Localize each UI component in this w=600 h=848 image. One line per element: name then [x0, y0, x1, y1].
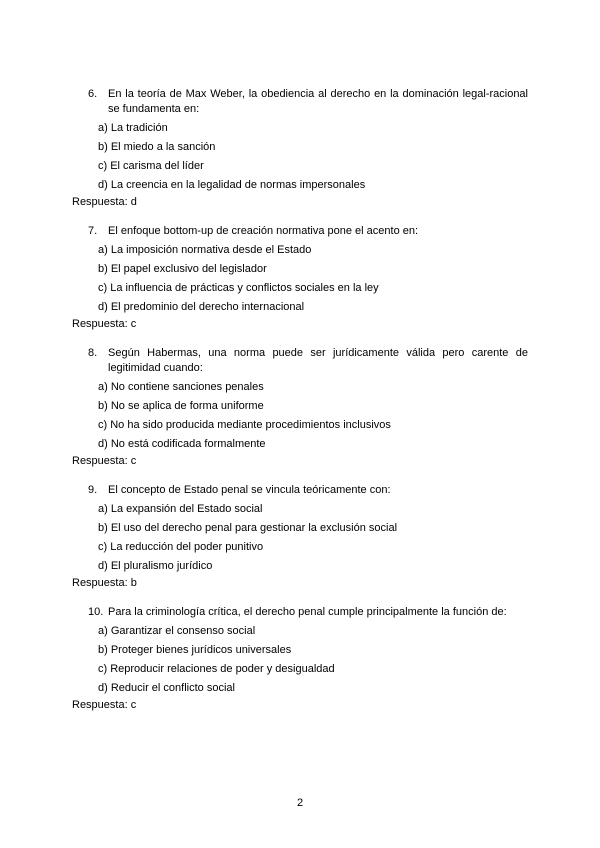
answer-label: Respuesta: c [72, 455, 137, 467]
question-text: En la teoría de Max Weber, la obediencia al derecho en la dominación legal-racional se fundamenta en: [108, 88, 528, 115]
option-d: d) El predominio del derecho internacional [98, 301, 305, 313]
question-7 [72, 224, 532, 332]
answer-label: Respuesta: d [72, 196, 137, 208]
question-stem [88, 346, 528, 376]
question-stem [88, 87, 528, 117]
question-number: 9. [88, 484, 98, 496]
question-stem [88, 605, 528, 620]
question-number: 10. [88, 606, 104, 618]
option-c: c) El carisma del líder [98, 160, 204, 172]
option-c: c) La reducción del poder punitivo [98, 541, 264, 553]
question-number: 6. [88, 88, 98, 100]
question-number: 8. [88, 347, 98, 359]
question-text: El enfoque bottom-up de creación normativa pone el acento en: [108, 225, 419, 237]
question-6 [72, 87, 532, 210]
question-text: Según Habermas, una norma puede ser jurídicamente válida pero carente de legitimidad cuando: [108, 347, 528, 374]
option-b: b) El papel exclusivo del legislador [98, 263, 267, 275]
option-b: b) No se aplica de forma uniforme [98, 400, 264, 412]
answer-label: Respuesta: c [72, 318, 137, 330]
question-number: 7. [88, 225, 98, 237]
option-d: d) No está codificada formalmente [98, 438, 266, 450]
option-d: d) La creencia en la legalidad de normas impersonales [98, 179, 366, 191]
page-number: 2 [296, 797, 304, 809]
option-d: d) Reducir el conflicto social [98, 682, 235, 694]
question-stem [88, 224, 528, 239]
question-text: Para la criminología crítica, el derecho penal cumple principalmente la función de: [108, 606, 507, 618]
option-b: b) El miedo a la sanción [98, 141, 216, 153]
question-8 [72, 346, 532, 469]
option-d: d) El pluralismo jurídico [98, 560, 213, 572]
question-9 [72, 483, 532, 591]
option-b: b) Proteger bienes jurídicos universales [98, 644, 292, 656]
option-a: a) No contiene sanciones penales [98, 381, 264, 393]
option-c: c) Reproducir relaciones de poder y desigualdad [98, 663, 335, 675]
option-a: a) La expansión del Estado social [98, 503, 263, 515]
option-a: a) La tradición [98, 122, 168, 134]
answer-label: Respuesta: b [72, 577, 137, 589]
question-text: El concepto de Estado penal se vincula teóricamente con: [108, 484, 391, 496]
question-10 [72, 605, 532, 713]
question-stem [88, 483, 528, 498]
option-c: c) La influencia de prácticas y conflictos sociales en la ley [98, 282, 379, 294]
option-a: a) Garantizar el consenso social [98, 625, 256, 637]
answer-label: Respuesta: c [72, 699, 137, 711]
option-c: c) No ha sido producida mediante procedimientos inclusivos [98, 419, 391, 431]
option-a: a) La imposición normativa desde el Estado [98, 244, 312, 256]
option-b: b) El uso del derecho penal para gestionar la exclusión social [98, 522, 398, 534]
